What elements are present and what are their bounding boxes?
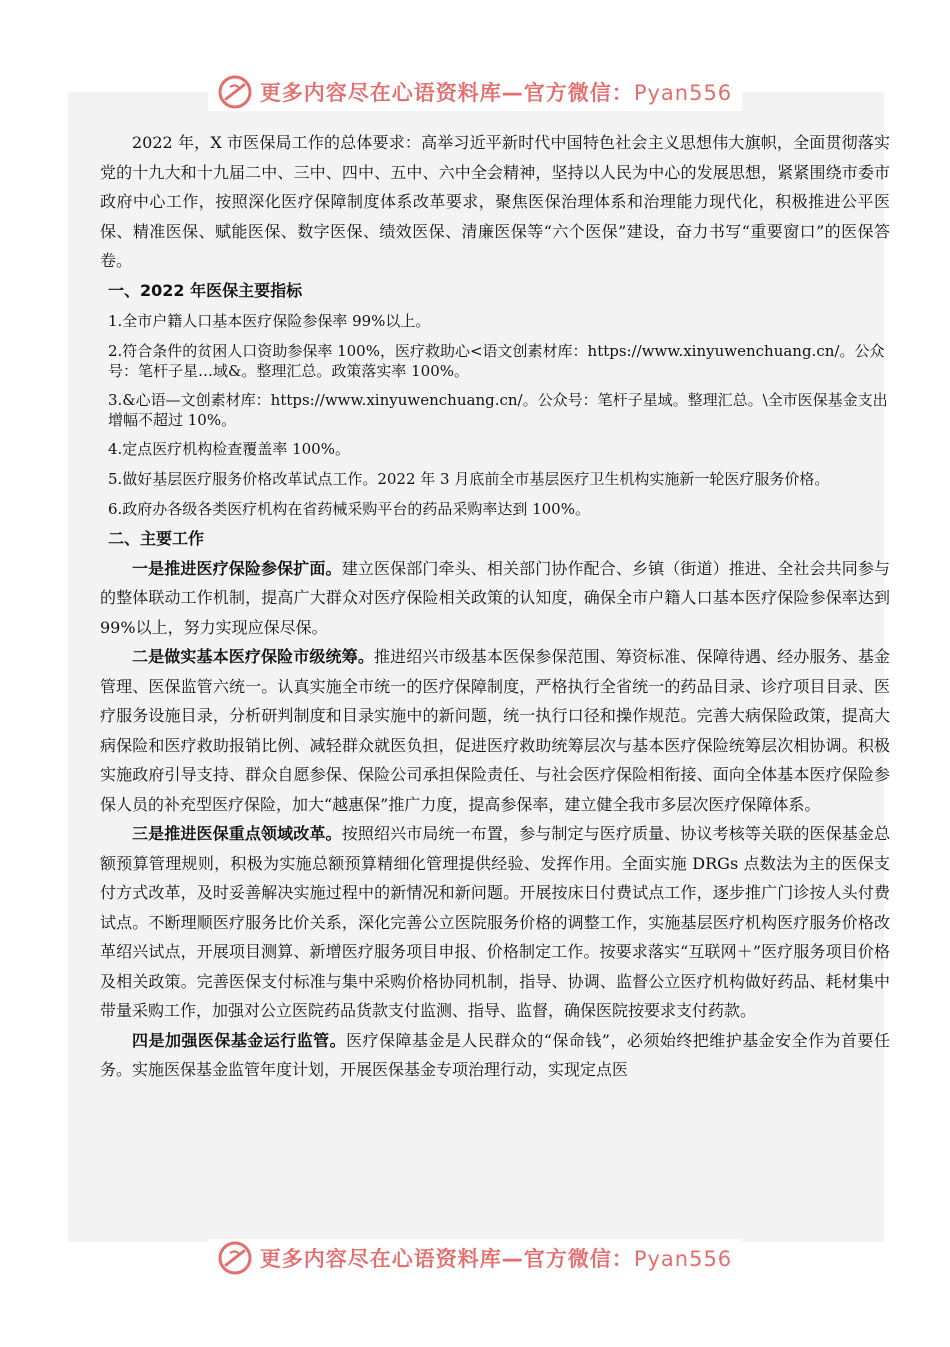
indicator-item: 4.定点医疗机构检查覆盖率 100%。 <box>108 439 350 458</box>
indicator-item: 1.全市户籍人口基本医疗保险参保率 99%以上。 <box>108 311 431 330</box>
banner-text: 更多内容尽在心语资料库—官方微信： <box>259 1247 634 1271</box>
work-body: 建立医保部门牵头、相关部门协作配合、乡镇（街道）推进、全社会共同参与的整体联动工作机制，提高广大群众对医疗保险相关政策的认知度，确保全市户籍人口基本医疗保险参保率达到 99%以上，努力实现应保尽保。 <box>100 558 890 637</box>
indicator-item: 5.做好基层医疗服务价格改革试点工作。2022 年 3 月底前全市基层医疗卫生机构实施新一轮医疗服务价格。 <box>108 469 830 488</box>
work-lead: 二是做实基本医疗保险市级统筹。 <box>132 647 374 666</box>
work-paragraph <box>100 554 890 643</box>
work-paragraph <box>100 642 890 819</box>
work-lead: 三是推进医保重点领域改革。 <box>132 824 342 843</box>
indicator-item: 2.符合条件的贫困人口资助参保率 100%，医疗救助心<语文创素材库：https://www.xinyuwenchuang.cn/。公众号：笔杆子星…域&。整理汇总。政策落实率 100%。 <box>108 341 885 380</box>
intro-paragraph: 2022 年，X 市医保局工作的总体要求：高举习近平新时代中国特色社会主义思想伟大旗帜，全面贯彻落实党的十九大和十九届二中、三中、四中、五中、六中全会精神，坚持以人民为中心的发展思想，紧紧围绕市委市政府中心工作，按照深化医疗保障制度体系改革要求，聚焦医保治理体系和治理能力现代化，积极推进公平医保、精准医保、赋能医保、数字医保、绩效医保、清廉医保等“六个医保”建设，奋力书写“重要窗口”的医保答卷。 <box>100 133 890 270</box>
top-banner <box>0 70 950 114</box>
indicator-item: 6.政府办各级各类医疗机构在省药械采购平台的药品采购率达到 100%。 <box>108 499 590 518</box>
logo-icon <box>218 1241 252 1275</box>
section2-title: 二、主要工作 <box>108 528 205 548</box>
indicator-item: 3.&心语—文创素材库：https://www.xinyuwenchuang.cn/。公众号：笔杆子星域。整理汇总。\全市医保基金支出增幅不超过 10%。 <box>108 390 888 429</box>
logo-icon <box>218 75 252 109</box>
work-lead: 一是推进医疗保险参保扩面。 <box>132 558 342 578</box>
section1-title: 一、2022 年医保主要指标 <box>108 280 303 300</box>
bottom-banner <box>0 1236 950 1280</box>
banner-wechat-id: Pyan556 <box>633 81 733 105</box>
work-lead: 四是加强医保基金运行监管。 <box>132 1030 347 1050</box>
work-body: 推进绍兴市级基本医保参保范围、筹资标准、保障待遇、经办服务、基金管理、医保监管六统一。认真实施全市统一的医疗保障制度，严格执行全省统一的药品目录、诊疗项目目录、医疗服务设施目录，分析研判制度和目录实施中的新问题，统一执行口径和操作规范。完善大病保险政策，提高大病保险和医疗救助报销比例、减轻群众就医负担，促进医疗救助统筹层次与基本医疗保险统筹层次相协调。积极实施政府引导支持、群众自愿参保、保险公司承担保险责任、与社会医疗保险相衔接、面向全体基本医疗保险参保人员的补充型医疗保险，加大“越惠保”推广力度，提高参保率，建立健全我市多层次医疗保障体系。 <box>100 647 890 814</box>
work-paragraph <box>100 1026 890 1085</box>
work-body: 按照绍兴市局统一布置，参与制定与医疗质量、协议考核等关联的医保基金总额预算管理规则，积极为实施总额预算精细化管理提供经验、发挥作用。全面实施 DRGs 点数法为主的医保支付方式改革，及时妥善解决实施过程中的新情况和新问题。开展按床日付费试点工作，逐步推广门诊按人头付费试点。不断理顺医疗服务比价关系，深化完善公立医院服务价格的调整工作，实施基层医疗机构医疗服务价格改革绍兴试点，开展项目测算、新增医疗服务项目申报、价格制定工作。按要求落实“互联网＋”医疗服务项目价格及相关政策。完善医保支付标准与集中采购价格协同机制，指导、协调、监督公立医疗机构做好药品、耗材集中带量采购工作，加强对公立医院药品货款支付监测、指导、监督，确保医院按要求支付药款。 <box>100 824 890 1020</box>
work-body: 医疗保障基金是人民群众的“保命钱”，必须始终把维护基金安全作为首要任务。实施医保基金监管年度计划，开展医保基金专项治理行动，实现定点医 <box>100 1030 890 1079</box>
banner-wechat-id: Pyan556 <box>633 1247 733 1271</box>
banner-text: 更多内容尽在心语资料库—官方微信： <box>259 81 634 105</box>
work-paragraph <box>100 819 890 1026</box>
document-body <box>100 128 890 1085</box>
